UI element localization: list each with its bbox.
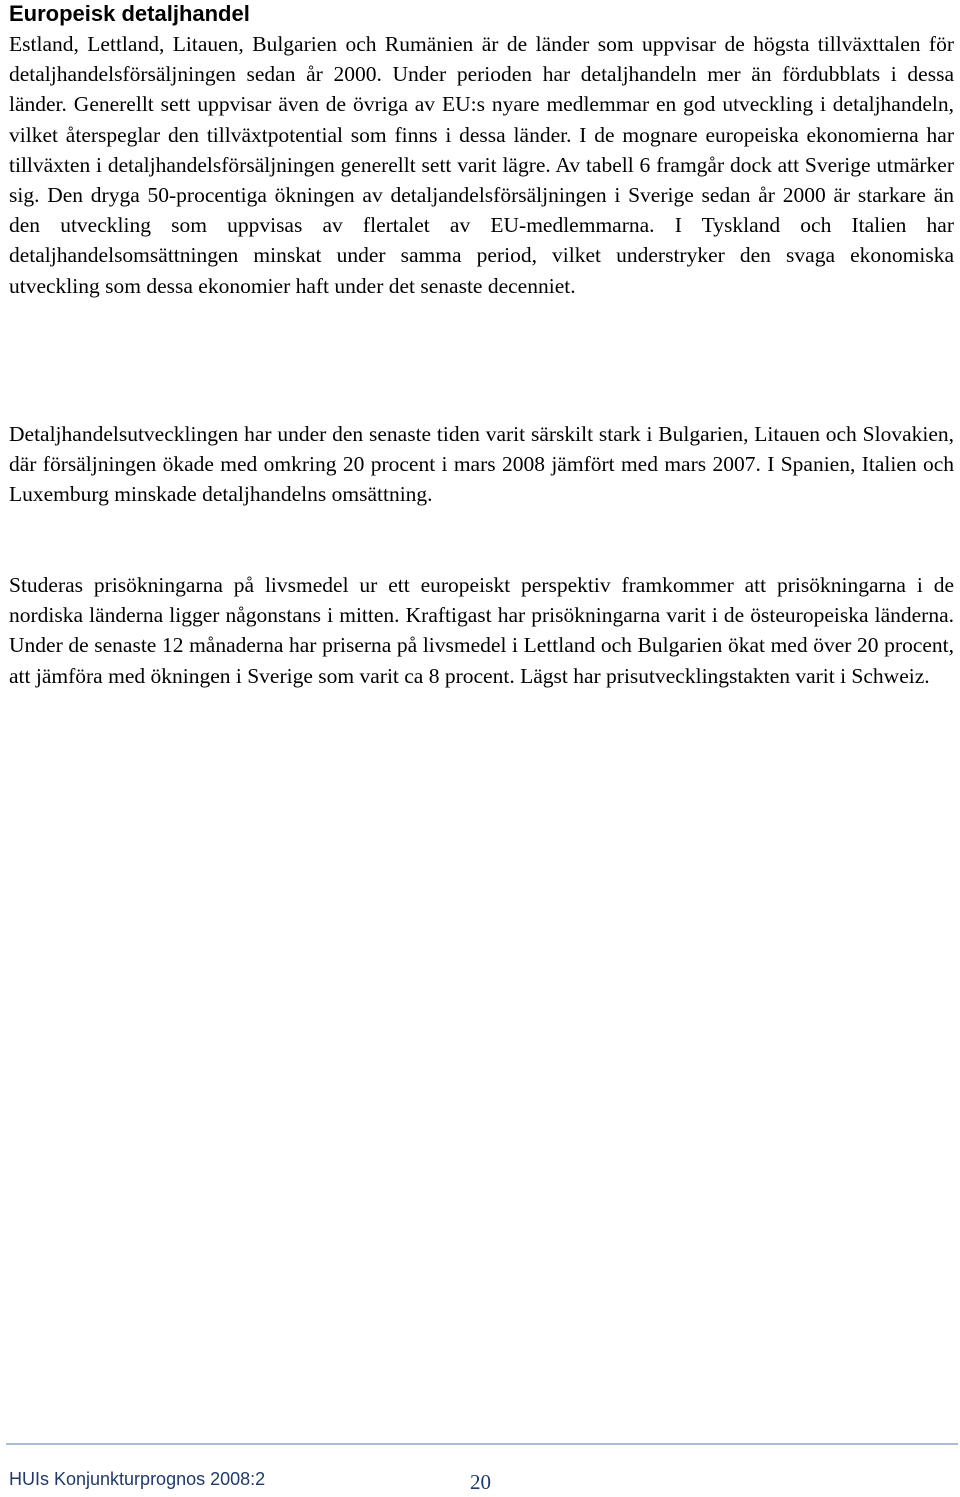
footer-publication-title: HUIs Konjunkturprognos 2008:2 (9, 1469, 266, 1489)
paragraph-food-prices: Studeras prisökningarna på livsmedel ur ett europeiskt perspektiv framkommer att prisökningarna i de nordiska länderna ligger någonstans i mitten. Kraftigast har prisökningarna varit i de östeuropeiska länderna. Under de senaste 12 månaderna har priserna på livsmedel i Lettland och Bulgarien ökat med över 20 procent, att jämföra med ökningen i Sverige som varit ca 8 procent. Lägst har prisutvecklingstakten varit i Schweiz. (9, 573, 954, 688)
paragraph-retail-growth: Estland, Lettland, Litauen, Bulgarien och Rumänien är de länder som uppvisar de högsta tillväxttalen för detaljhandelsförsäljningen sedan år 2000. Under perioden har detaljhandeln mer än fördubblats i dessa länder. Generellt sett uppvisar även de övriga av EU:s nyare medlemmar en god utveckling i detaljhandeln, vilket återspeglar den tillväxtpotential som finns i dessa länder. I de mognare europeiska ekonomierna har tillväxten i detaljhandelsförsäljningen generellt sett varit lägre. Av tabell 6 framgår dock att Sverige utmärker sig. Den dryga 50-procentiga ökningen av detaljandelsförsäljningen i Sverige sedan år 2000 är starkare än den utveckling som uppvisas av flertalet av EU-medlemmarna. I Tyskland och Italien har detaljhandelsomsättningen minskat under samma period, vilket understryker den svaga ekonomiska utveckling som dessa ekonomier haft under det senaste decenniet. (9, 32, 954, 298)
page-number: 20 (470, 1470, 491, 1494)
paragraph-recent-development: Detaljhandelsutvecklingen har under den senaste tiden varit särskilt stark i Bulgarien, Litauen och Slovakien, där försäljningen ökade med omkring 20 procent i mars 2008 jämfört med mars 2007. I Spanien, Italien och Luxemburg minskade detaljhandelns omsättning. (9, 422, 954, 507)
footer-divider (6, 1443, 958, 1445)
section-heading: Europeisk detaljhandel (9, 1, 250, 26)
